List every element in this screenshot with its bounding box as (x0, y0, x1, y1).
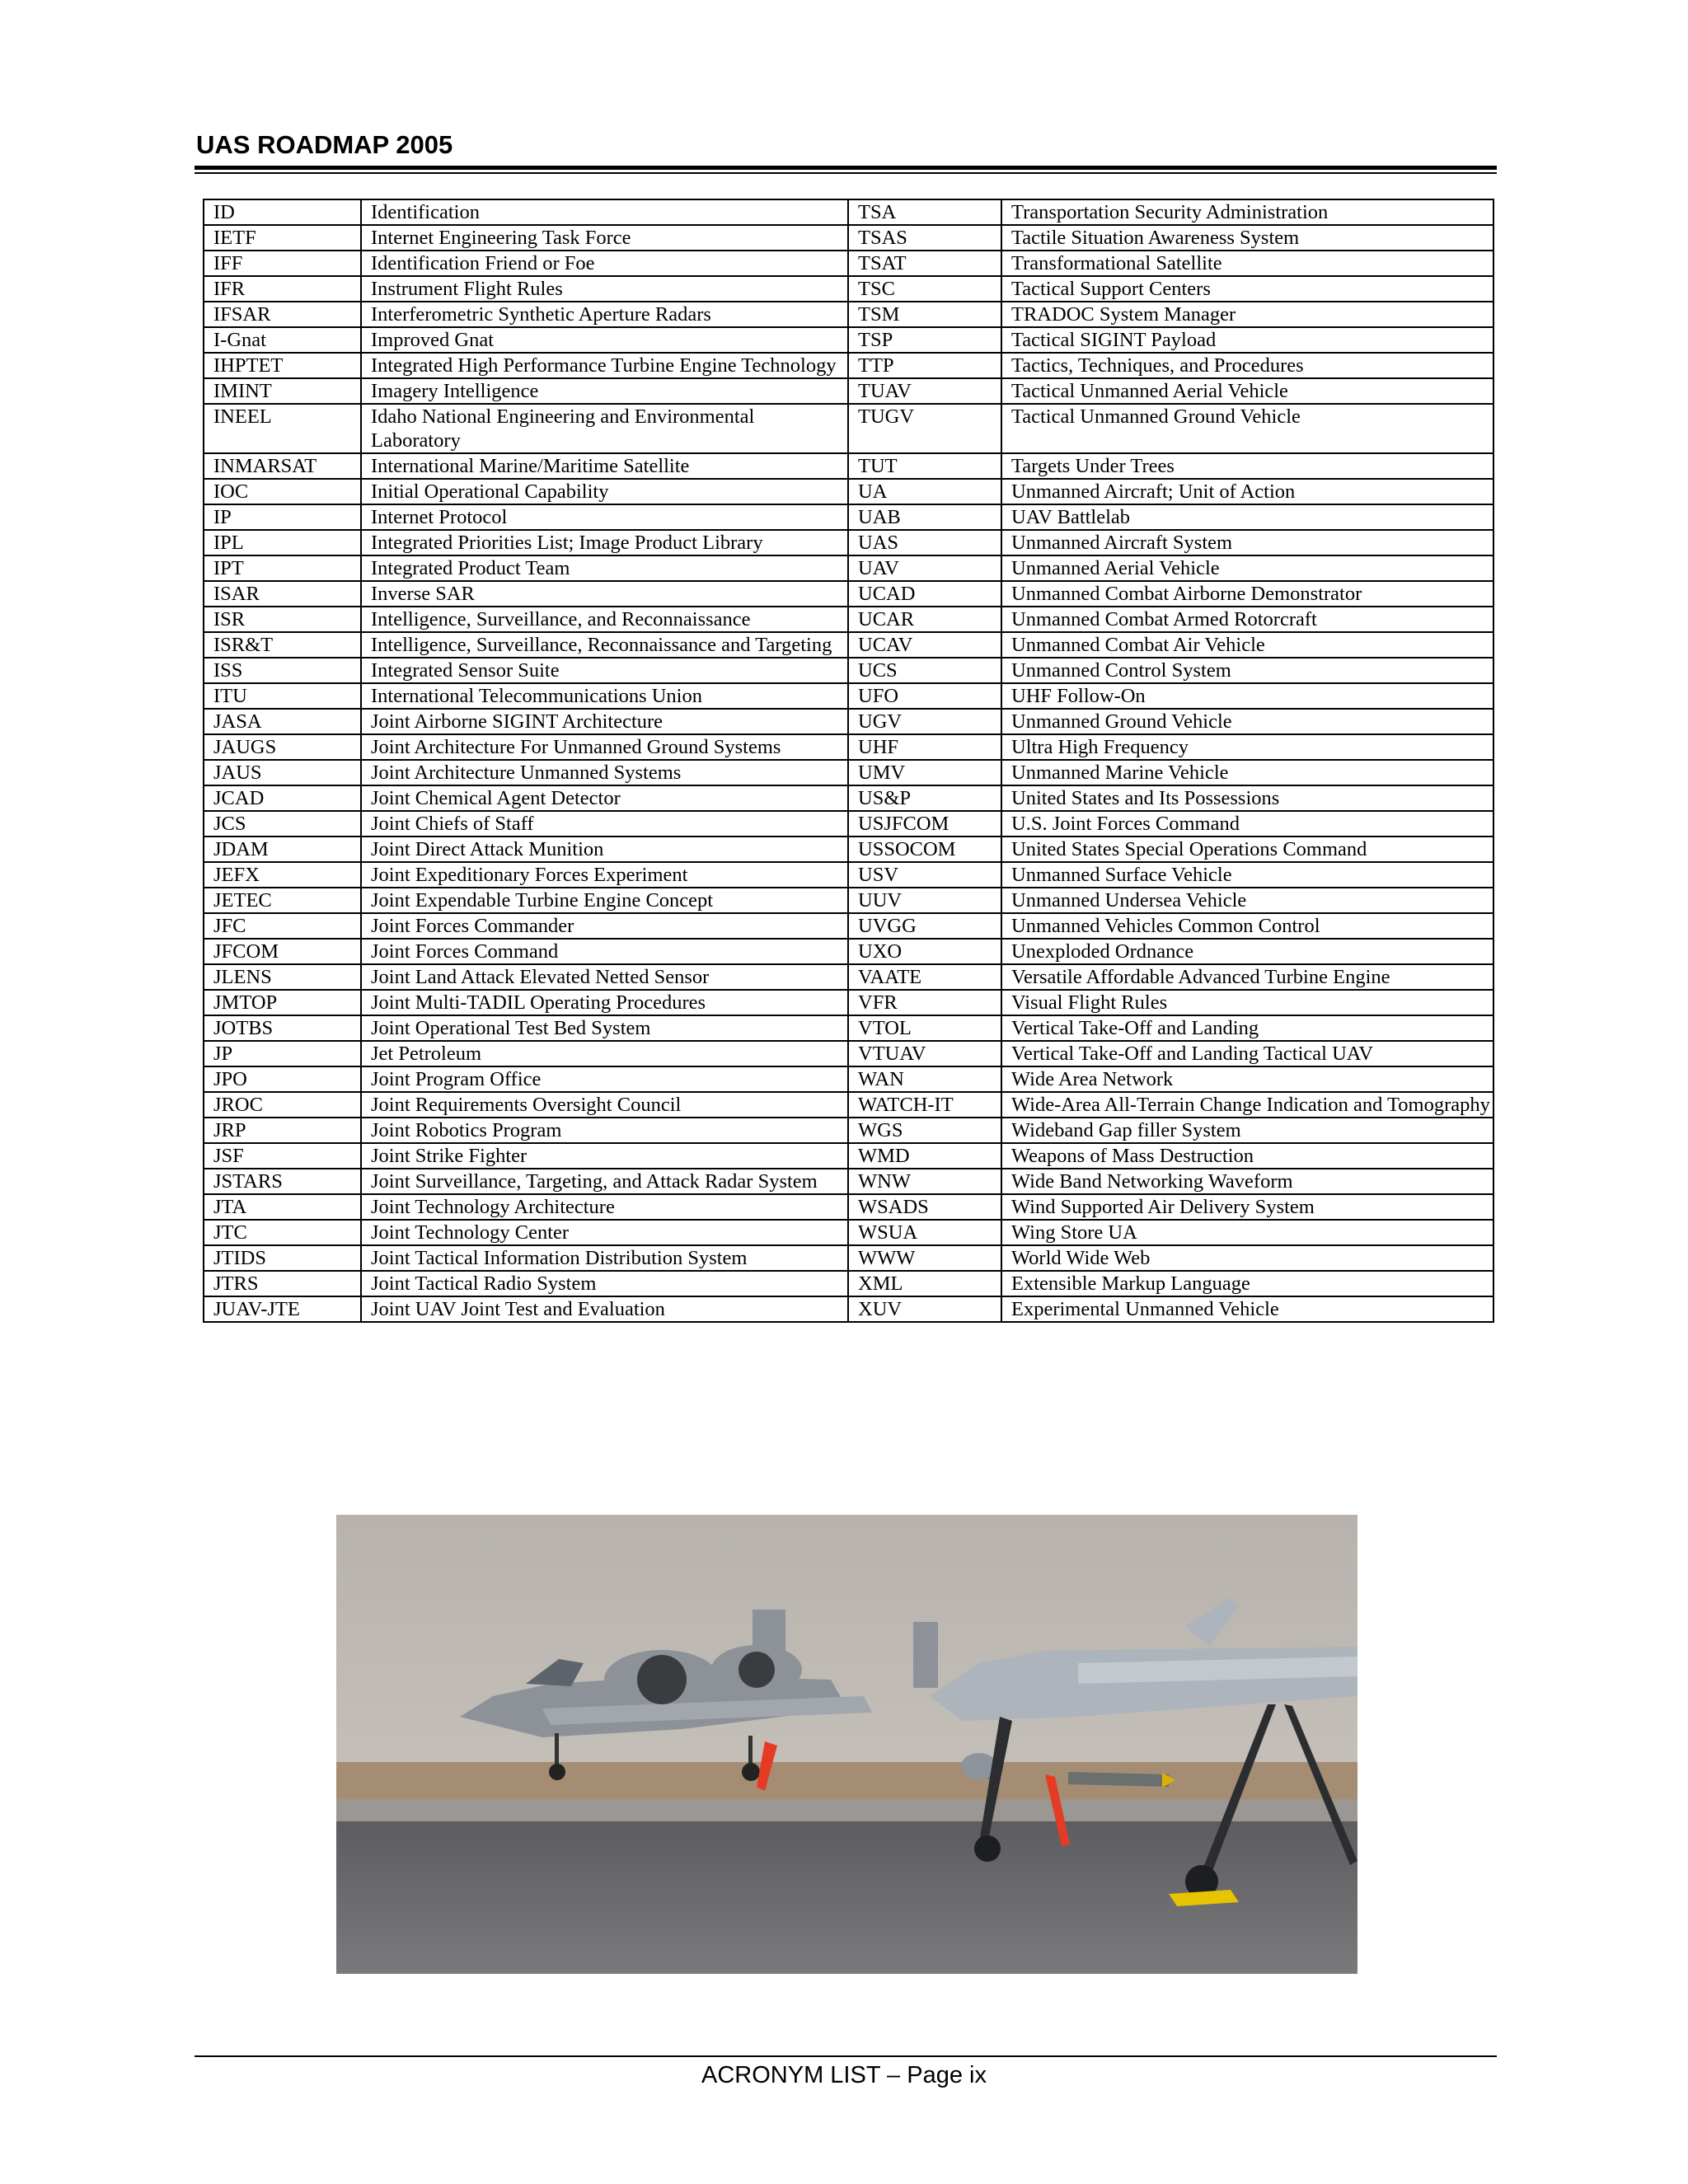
acronym-right: VTOL (848, 1015, 1001, 1041)
acronym-left: IOC (204, 479, 361, 504)
acronym-left: JROC (204, 1092, 361, 1118)
table-row (204, 453, 1493, 479)
definition-left: Joint Forces Commander (361, 913, 848, 939)
definition-left: Identification Friend or Foe (361, 251, 848, 276)
page-footer: ACRONYM LIST – Page ix (701, 2062, 987, 2088)
acronym-left: IPT (204, 555, 361, 581)
acronym-right: WSADS (848, 1194, 1001, 1220)
definition-right: United States and Its Possessions (1001, 785, 1493, 811)
acronym-right: TSAS (848, 225, 1001, 251)
table-row (204, 302, 1493, 327)
acronym-left: JFC (204, 913, 361, 939)
definition-right: Tactile Situation Awareness System (1001, 225, 1493, 251)
acronym-left: JETEC (204, 888, 361, 913)
acronym-left: JPO (204, 1066, 361, 1092)
acronym-right: UMV (848, 760, 1001, 785)
table-row (204, 658, 1493, 683)
acronym-right: VAATE (848, 964, 1001, 990)
acronym-left: IMINT (204, 378, 361, 404)
definition-left: Integrated Priorities List; Image Product Library (361, 530, 848, 555)
definition-right: Vertical Take-Off and Landing (1001, 1015, 1493, 1041)
definition-right: Unmanned Aircraft; Unit of Action (1001, 479, 1493, 504)
acronym-right: TSA (848, 199, 1001, 225)
acronym-left: INEEL (204, 404, 361, 453)
acronym-table-body (204, 199, 1493, 1322)
table-row (204, 683, 1493, 709)
definition-left: Intelligence, Surveillance, and Reconnaissance (361, 607, 848, 632)
definition-right: Ultra High Frequency (1001, 734, 1493, 760)
acronym-left: JTA (204, 1194, 361, 1220)
acronym-left: I-Gnat (204, 327, 361, 353)
acronym-left: JUAV-JTE (204, 1296, 361, 1322)
definition-left: Joint Chiefs of Staff (361, 811, 848, 837)
table-row (204, 811, 1493, 837)
table-row (204, 862, 1493, 888)
table-row (204, 199, 1493, 225)
acronym-left: ISR (204, 607, 361, 632)
table-row (204, 1066, 1493, 1092)
definition-left: Joint Strike Fighter (361, 1143, 848, 1169)
definition-left: Joint Direct Attack Munition (361, 837, 848, 862)
table-row (204, 327, 1493, 353)
acronym-left: IFR (204, 276, 361, 302)
definition-left: Joint Airborne SIGINT Architecture (361, 709, 848, 734)
acronym-left: JEFX (204, 862, 361, 888)
definition-left: Joint Chemical Agent Detector (361, 785, 848, 811)
definition-right: Unmanned Control System (1001, 658, 1493, 683)
definition-right: Tactical Unmanned Aerial Vehicle (1001, 378, 1493, 404)
table-row (204, 760, 1493, 785)
definition-left: Joint Architecture Unmanned Systems (361, 760, 848, 785)
acronym-right: UCAD (848, 581, 1001, 607)
acronym-left: INMARSAT (204, 453, 361, 479)
acronym-right: WATCH-IT (848, 1092, 1001, 1118)
acronym-left: IP (204, 504, 361, 530)
acronym-left: ID (204, 199, 361, 225)
acronym-left: JP (204, 1041, 361, 1066)
table-row (204, 378, 1493, 404)
footer-rule (195, 2055, 1497, 2057)
definition-right: TRADOC System Manager (1001, 302, 1493, 327)
definition-left: Joint Expendable Turbine Engine Concept (361, 888, 848, 913)
table-row (204, 1245, 1493, 1271)
acronym-left: ISS (204, 658, 361, 683)
definition-left: Joint Tactical Radio System (361, 1271, 848, 1296)
definition-right: World Wide Web (1001, 1245, 1493, 1271)
table-row (204, 837, 1493, 862)
definition-left: Internet Protocol (361, 504, 848, 530)
table-row (204, 504, 1493, 530)
acronym-right: TSAT (848, 251, 1001, 276)
definition-right: Wing Store UA (1001, 1220, 1493, 1245)
definition-right: Tactics, Techniques, and Procedures (1001, 353, 1493, 378)
definition-right: Extensible Markup Language (1001, 1271, 1493, 1296)
acronym-right: UGV (848, 709, 1001, 734)
acronym-left: JDAM (204, 837, 361, 862)
acronym-right: TSC (848, 276, 1001, 302)
acronym-right: XUV (848, 1296, 1001, 1322)
acronym-right: US&P (848, 785, 1001, 811)
definition-right: Wideband Gap filler System (1001, 1118, 1493, 1143)
definition-left: Joint Forces Command (361, 939, 848, 964)
definition-right: Unmanned Combat Airborne Demonstrator (1001, 581, 1493, 607)
acronym-right: USJFCOM (848, 811, 1001, 837)
definition-right: Tactical Support Centers (1001, 276, 1493, 302)
acronym-right: VTUAV (848, 1041, 1001, 1066)
definition-right: Unmanned Surface Vehicle (1001, 862, 1493, 888)
definition-left: Joint Program Office (361, 1066, 848, 1092)
definition-left: Joint Operational Test Bed System (361, 1015, 848, 1041)
table-row (204, 251, 1493, 276)
acronym-right: TSP (848, 327, 1001, 353)
acronym-left: JTIDS (204, 1245, 361, 1271)
table-row (204, 1220, 1493, 1245)
table-row (204, 1143, 1493, 1169)
definition-right: Unmanned Aerial Vehicle (1001, 555, 1493, 581)
table-row (204, 734, 1493, 760)
acronym-left: IETF (204, 225, 361, 251)
acronym-right: WSUA (848, 1220, 1001, 1245)
definition-left: Joint Multi-TADIL Operating Procedures (361, 990, 848, 1015)
acronym-right: UVGG (848, 913, 1001, 939)
acronym-right: UFO (848, 683, 1001, 709)
acronym-left: IFSAR (204, 302, 361, 327)
acronym-left: JTRS (204, 1271, 361, 1296)
definition-left: Joint Robotics Program (361, 1118, 848, 1143)
definition-right: Weapons of Mass Destruction (1001, 1143, 1493, 1169)
table-row (204, 1015, 1493, 1041)
table-row (204, 479, 1493, 504)
definition-right: Unmanned Aircraft System (1001, 530, 1493, 555)
table-row (204, 785, 1493, 811)
definition-left: Joint Surveillance, Targeting, and Attack Radar System (361, 1169, 848, 1194)
acronym-right: XML (848, 1271, 1001, 1296)
acronym-right: TTP (848, 353, 1001, 378)
definition-right: Targets Under Trees (1001, 453, 1493, 479)
definition-left: Joint Tactical Information Distribution System (361, 1245, 848, 1271)
acronym-left: IPL (204, 530, 361, 555)
acronym-left: JAUGS (204, 734, 361, 760)
acronym-left: ITU (204, 683, 361, 709)
acronym-left: JRP (204, 1118, 361, 1143)
definition-right: Transformational Satellite (1001, 251, 1493, 276)
acronym-right: UUV (848, 888, 1001, 913)
acronym-right: UHF (848, 734, 1001, 760)
table-row (204, 913, 1493, 939)
acronym-right: TUAV (848, 378, 1001, 404)
table-row (204, 964, 1493, 990)
definition-left: Joint Technology Center (361, 1220, 848, 1245)
acronym-right: WAN (848, 1066, 1001, 1092)
acronym-left: IFF (204, 251, 361, 276)
definition-right: Unmanned Undersea Vehicle (1001, 888, 1493, 913)
acronym-left: JFCOM (204, 939, 361, 964)
table-row (204, 276, 1493, 302)
definition-left: Joint Requirements Oversight Council (361, 1092, 848, 1118)
definition-left: Joint Expeditionary Forces Experiment (361, 862, 848, 888)
definition-right: U.S. Joint Forces Command (1001, 811, 1493, 837)
definition-right: Unmanned Combat Air Vehicle (1001, 632, 1493, 658)
table-row (204, 353, 1493, 378)
definition-right: United States Special Operations Command (1001, 837, 1493, 862)
acronym-left: JSTARS (204, 1169, 361, 1194)
definition-right: Experimental Unmanned Vehicle (1001, 1296, 1493, 1322)
aircraft-photo (336, 1515, 1357, 1974)
acronym-right: UXO (848, 939, 1001, 964)
definition-left: Integrated Sensor Suite (361, 658, 848, 683)
table-row (204, 530, 1493, 555)
definition-left: Integrated Product Team (361, 555, 848, 581)
definition-left: Joint Land Attack Elevated Netted Sensor (361, 964, 848, 990)
acronym-table (203, 199, 1494, 1323)
acronym-right: UCAV (848, 632, 1001, 658)
definition-right: Transportation Security Administration (1001, 199, 1493, 225)
table-row (204, 555, 1493, 581)
header-rule-thick (195, 166, 1497, 170)
definition-right: Vertical Take-Off and Landing Tactical UAV (1001, 1041, 1493, 1066)
definition-left: International Telecommunications Union (361, 683, 848, 709)
table-row (204, 1296, 1493, 1322)
table-row (204, 709, 1493, 734)
acronym-right: UA (848, 479, 1001, 504)
acronym-left: JCS (204, 811, 361, 837)
acronym-right: WGS (848, 1118, 1001, 1143)
table-row (204, 1271, 1493, 1296)
definition-left: Joint Architecture For Unmanned Ground Systems (361, 734, 848, 760)
acronym-right: WNW (848, 1169, 1001, 1194)
definition-right: Tactical Unmanned Ground Vehicle (1001, 404, 1493, 453)
acronym-right: TSM (848, 302, 1001, 327)
acronym-left: JSF (204, 1143, 361, 1169)
header-rule-thin (195, 172, 1497, 174)
acronym-left: JTC (204, 1220, 361, 1245)
definition-right: Tactical SIGINT Payload (1001, 327, 1493, 353)
table-row (204, 607, 1493, 632)
definition-right: Wide Area Network (1001, 1066, 1493, 1092)
definition-right: Wind Supported Air Delivery System (1001, 1194, 1493, 1220)
definition-right: Wide-Area All-Terrain Change Indication and Tomography (1001, 1092, 1493, 1118)
table-row (204, 1041, 1493, 1066)
acronym-left: JOTBS (204, 1015, 361, 1041)
acronym-right: UAB (848, 504, 1001, 530)
definition-right: Unmanned Vehicles Common Control (1001, 913, 1493, 939)
definition-left: Initial Operational Capability (361, 479, 848, 504)
definition-right: UAV Battlelab (1001, 504, 1493, 530)
acronym-left: IHPTET (204, 353, 361, 378)
definition-left: Idaho National Engineering and Environmental Laboratory (361, 404, 848, 453)
acronym-left: JAUS (204, 760, 361, 785)
definition-left: Internet Engineering Task Force (361, 225, 848, 251)
table-row (204, 581, 1493, 607)
definition-right: Unmanned Combat Armed Rotorcraft (1001, 607, 1493, 632)
acronym-right: TUT (848, 453, 1001, 479)
definition-left: Identification (361, 199, 848, 225)
acronym-right: WMD (848, 1143, 1001, 1169)
definition-left: International Marine/Maritime Satellite (361, 453, 848, 479)
page-header-title: UAS ROADMAP 2005 (196, 130, 453, 159)
acronym-left: ISAR (204, 581, 361, 607)
table-row (204, 939, 1493, 964)
definition-left: Interferometric Synthetic Aperture Radars (361, 302, 848, 327)
acronym-right: TUGV (848, 404, 1001, 453)
definition-right: UHF Follow-On (1001, 683, 1493, 709)
acronym-left: JLENS (204, 964, 361, 990)
table-row (204, 1194, 1493, 1220)
definition-left: Improved Gnat (361, 327, 848, 353)
table-row (204, 632, 1493, 658)
definition-right: Unexploded Ordnance (1001, 939, 1493, 964)
acronym-right: UAS (848, 530, 1001, 555)
acronym-right: USV (848, 862, 1001, 888)
table-row (204, 1118, 1493, 1143)
table-row (204, 225, 1493, 251)
definition-left: Intelligence, Surveillance, Reconnaissance and Targeting (361, 632, 848, 658)
acronym-right: USSOCOM (848, 837, 1001, 862)
acronym-left: JASA (204, 709, 361, 734)
definition-left: Integrated High Performance Turbine Engine Technology (361, 353, 848, 378)
acronym-left: ISR&T (204, 632, 361, 658)
definition-right: Unmanned Ground Vehicle (1001, 709, 1493, 734)
acronym-right: UCAR (848, 607, 1001, 632)
definition-right: Visual Flight Rules (1001, 990, 1493, 1015)
acronym-right: WWW (848, 1245, 1001, 1271)
table-row (204, 404, 1493, 453)
definition-right: Versatile Affordable Advanced Turbine Engine (1001, 964, 1493, 990)
table-row (204, 1169, 1493, 1194)
definition-left: Imagery Intelligence (361, 378, 848, 404)
table-row (204, 1092, 1493, 1118)
table-row (204, 888, 1493, 913)
acronym-right: VFR (848, 990, 1001, 1015)
definition-left: Joint Technology Architecture (361, 1194, 848, 1220)
definition-left: Joint UAV Joint Test and Evaluation (361, 1296, 848, 1322)
definition-left: Inverse SAR (361, 581, 848, 607)
acronym-left: JMTOP (204, 990, 361, 1015)
acronym-left: JCAD (204, 785, 361, 811)
definition-right: Unmanned Marine Vehicle (1001, 760, 1493, 785)
definition-left: Jet Petroleum (361, 1041, 848, 1066)
table-row (204, 990, 1493, 1015)
definition-left: Instrument Flight Rules (361, 276, 848, 302)
acronym-right: UAV (848, 555, 1001, 581)
definition-right: Wide Band Networking Waveform (1001, 1169, 1493, 1194)
acronym-right: UCS (848, 658, 1001, 683)
